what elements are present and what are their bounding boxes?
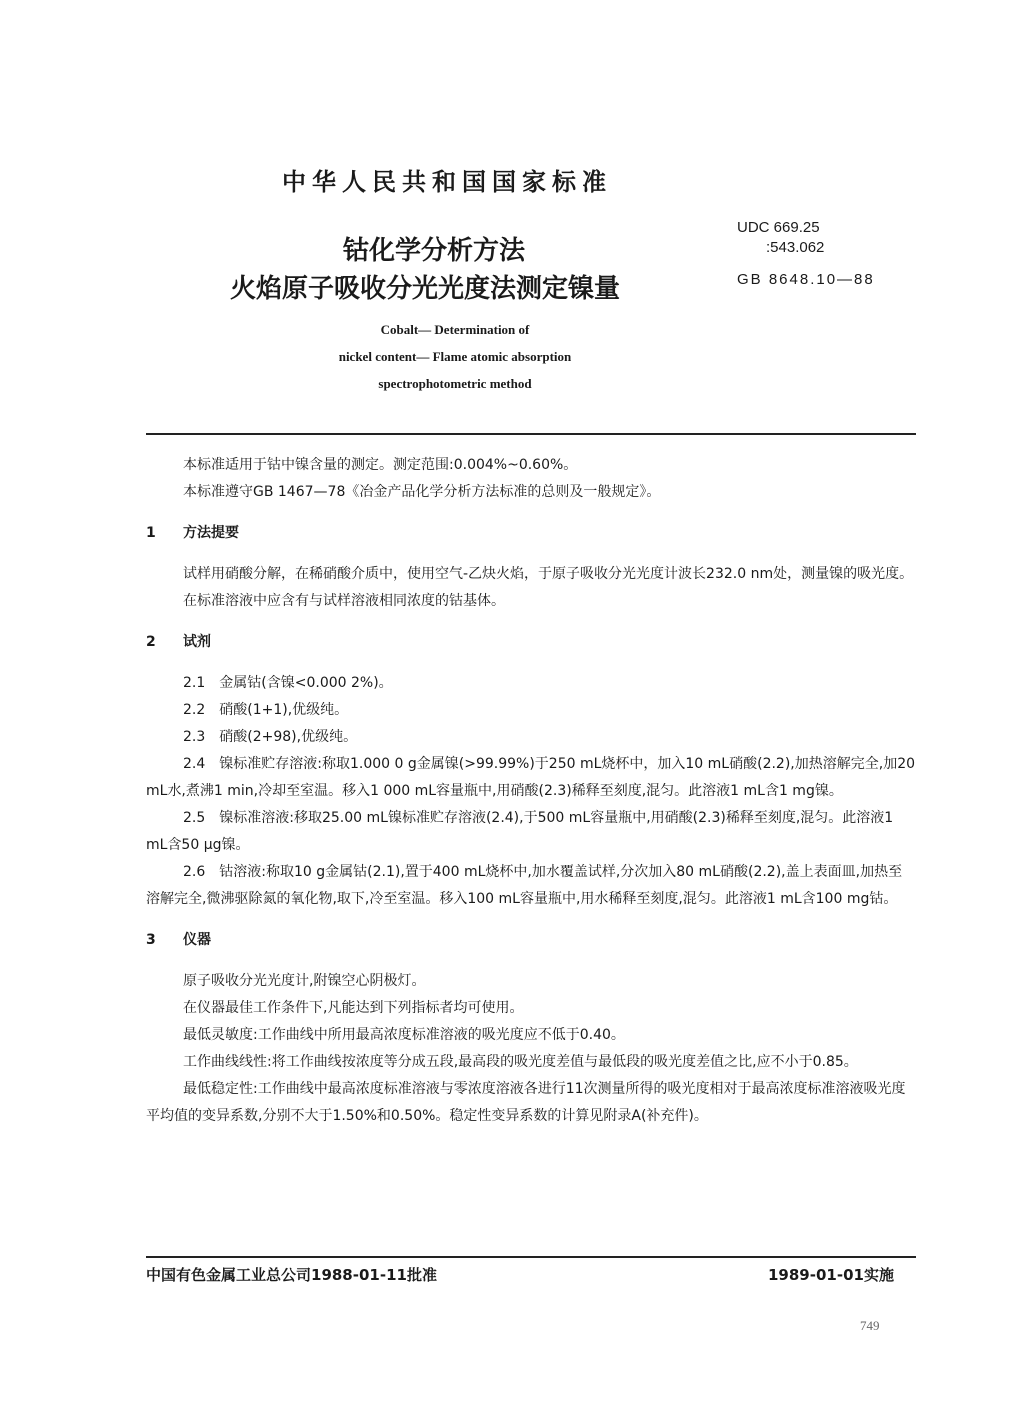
udc-line1: UDC 669.25 bbox=[737, 219, 820, 236]
document-body bbox=[146, 452, 916, 1130]
english-title-line3: spectrophotometric method bbox=[378, 376, 532, 391]
reagent-item: 2.5 镍标准溶液:移取25.00 mL镍标准贮存溶液(2.4),于500 mL容量瓶中,用硝酸(2.3)稀释至刻度,混匀。此溶液1 mL含50 μg镍。 bbox=[146, 810, 894, 853]
header-divider bbox=[146, 433, 916, 435]
section-title: 方法提要 bbox=[183, 525, 239, 541]
reagent-item: 2.2 硝酸(1+1),优级纯。 bbox=[183, 702, 349, 718]
gb-standard-code: GB 8648.10—88 bbox=[737, 271, 875, 288]
paragraph: 在仪器最佳工作条件下,凡能达到下列指标者均可使用。 bbox=[183, 1000, 524, 1016]
section-heading bbox=[146, 927, 916, 954]
english-title-line1: Cobalt— Determination of bbox=[380, 322, 530, 337]
reagent-item: 2.6 钴溶液:称取10 g金属钴(2.1),置于400 mL烧杯中,加水覆盖试样,分次加入80 mL硝酸(2.2),盖上表面皿,加热至溶解完全,微沸驱除氮的氧化物,取下,冷至室温。移入100 mL容量瓶中,用水稀释至刻度,混匀。此溶液1 mL含100 mg钴。 bbox=[146, 864, 903, 907]
footer-divider bbox=[146, 1256, 916, 1258]
english-title bbox=[255, 316, 655, 397]
paragraph: 最低灵敏度:工作曲线中所用最高浓度标准溶液的吸光度应不低于0.40。 bbox=[183, 1027, 625, 1043]
paragraph: 工作曲线线性:将工作曲线按浓度等分成五段,最高段的吸光度差值与最低段的吸光度差值之比,应不小于0.85。 bbox=[183, 1054, 858, 1070]
section-heading bbox=[146, 629, 916, 656]
english-title-line2: nickel content— Flame atomic absorption bbox=[338, 349, 572, 364]
paragraph: 试样用硝酸分解，在稀硝酸介质中，使用空气-乙炔火焰，于原子吸收分光光度计波长232.0 nm处，测量镍的吸光度。 bbox=[183, 566, 914, 582]
section-heading bbox=[146, 520, 916, 547]
udc-line2: :543.062 bbox=[766, 239, 825, 256]
document-title-line1: 钴化学分析方法 bbox=[343, 236, 526, 266]
intro-scope: 本标准适用于钴中镍含量的测定。测定范围:0.004%~0.60%。 bbox=[183, 457, 578, 473]
approval-info: 中国有色金属工业总公司1988-01-11批准 bbox=[146, 1266, 437, 1284]
section-number: 2 bbox=[146, 634, 156, 650]
page-number: 749 bbox=[860, 1318, 880, 1333]
section-title: 试剂 bbox=[183, 634, 211, 650]
section-number: 1 bbox=[146, 525, 156, 541]
paragraph: 在标准溶液中应含有与试样溶液相同浓度的钴基体。 bbox=[183, 593, 505, 609]
implementation-date: 1989-01-01实施 bbox=[768, 1266, 894, 1284]
national-standard-heading: 中华人民共和国国家标准 bbox=[282, 168, 612, 196]
document-title-line2: 火焰原子吸收分光光度法测定镍量 bbox=[230, 274, 621, 304]
udc-number bbox=[737, 218, 824, 258]
section-title: 仪器 bbox=[183, 932, 211, 948]
intro-compliance: 本标准遵守GB 1467—78《冶金产品化学分析方法标准的总则及一般规定》。 bbox=[183, 484, 661, 500]
reagent-item: 2.4 镍标准贮存溶液:称取1.000 0 g金属镍(>99.99%)于250 mL烧杯中，加入10 mL硝酸(2.2),加热溶解完全,加20 mL水,煮沸1 min,冷却至室温。移入1 000 mL容量瓶中,用硝酸(2.3)稀释至刻度,混匀。此溶液1 mL含1 mg镍。 bbox=[146, 756, 916, 799]
paragraph: 最低稳定性:工作曲线中最高浓度标准溶液与零浓度溶液各进行11次测量所得的吸光度相对于最高浓度标准溶液吸光度平均值的变异系数,分别不大于1.50%和0.50%。稳定性变异系数的计算见附录A(补充件)。 bbox=[146, 1081, 906, 1124]
section-number: 3 bbox=[146, 932, 156, 948]
reagent-item: 2.3 硝酸(2+98),优级纯。 bbox=[183, 729, 358, 745]
reagent-item: 2.1 金属钴(含镍<0.000 2%)。 bbox=[183, 675, 393, 691]
paragraph: 原子吸收分光光度计,附镍空心阴极灯。 bbox=[183, 973, 426, 989]
